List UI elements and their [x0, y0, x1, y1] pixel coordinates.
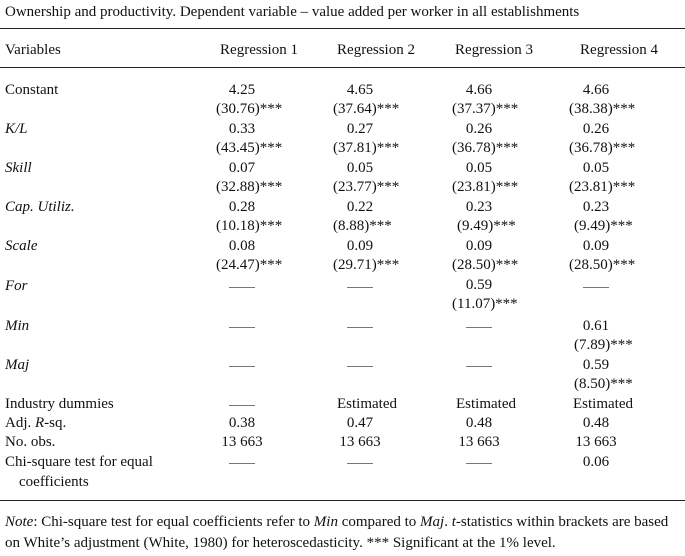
coef-scale-1: 0.08 [228, 238, 256, 254]
adjr-3: 0.48 [465, 415, 493, 431]
adjr-2: 0.47 [346, 415, 374, 431]
header-rule [0, 67, 685, 68]
row-label-kl: K/L [5, 121, 28, 137]
tstat-caputil-3: (9.49)*** [457, 218, 516, 234]
header-regression-1: Regression 1 [220, 42, 298, 58]
row-label-min: Min [5, 318, 30, 334]
coef-caputil-1: 0.28 [228, 199, 256, 215]
coef-skill-3: 0.05 [465, 160, 493, 176]
header-regression-4: Regression 4 [580, 42, 658, 58]
empty-cell-dash [229, 366, 255, 367]
industry-3: Estimated [456, 396, 516, 412]
coef-caputil-2: 0.22 [346, 199, 374, 215]
row-label-cap-utiliz: Cap. Utiliz. [5, 199, 75, 215]
coef-maj-4: 0.59 [582, 357, 610, 373]
coef-kl-1: 0.33 [228, 121, 256, 137]
nobs-1: 13 663 [221, 434, 263, 450]
tstat-kl-3: (36.78)*** [452, 140, 519, 156]
tstat-constant-1: (30.76)*** [216, 101, 283, 117]
coef-constant-1: 4.25 [228, 82, 256, 98]
empty-cell-dash [347, 327, 373, 328]
tstat-caputil-1: (10.18)*** [216, 218, 283, 234]
empty-cell-dash [229, 405, 255, 406]
empty-cell-dash [466, 463, 492, 464]
tstat-for-3: (11.07)*** [452, 296, 518, 312]
header-regression-3: Regression 3 [455, 42, 533, 58]
coef-kl-2: 0.27 [346, 121, 374, 137]
tstat-min-4: (7.89)*** [574, 337, 633, 353]
empty-cell-dash [229, 463, 255, 464]
coef-scale-4: 0.09 [582, 238, 610, 254]
tstat-constant-4: (38.38)*** [569, 101, 636, 117]
tstat-constant-2: (37.64)*** [333, 101, 400, 117]
coef-kl-3: 0.26 [465, 121, 493, 137]
coef-constant-2: 4.65 [346, 82, 374, 98]
empty-cell-dash [466, 366, 492, 367]
tstat-skill-3: (23.81)*** [452, 179, 519, 195]
row-label-chi-square-2: coefficients [19, 474, 89, 490]
tstat-scale-1: (24.47)*** [216, 257, 283, 273]
tstat-skill-1: (32.88)*** [216, 179, 283, 195]
coef-skill-1: 0.07 [228, 160, 256, 176]
empty-cell-dash [347, 463, 373, 464]
coef-kl-4: 0.26 [582, 121, 610, 137]
nobs-2: 13 663 [339, 434, 381, 450]
empty-cell-dash [347, 366, 373, 367]
header-variables: Variables [5, 42, 61, 58]
empty-cell-dash [466, 327, 492, 328]
empty-cell-dash [229, 287, 255, 288]
row-label-maj: Maj [5, 357, 30, 373]
tstat-scale-4: (28.50)*** [569, 257, 636, 273]
coef-min-4: 0.61 [582, 318, 610, 334]
coef-constant-4: 4.66 [582, 82, 610, 98]
row-label-scale: Scale [5, 238, 38, 254]
coef-skill-2: 0.05 [346, 160, 374, 176]
bottom-rule [0, 500, 685, 501]
tstat-caputil-2: (8.88)*** [333, 218, 392, 234]
tstat-skill-4: (23.81)*** [569, 179, 636, 195]
chisq-4: 0.06 [582, 454, 610, 470]
header-regression-2: Regression 2 [337, 42, 415, 58]
industry-2: Estimated [337, 396, 397, 412]
coef-for-3: 0.59 [465, 277, 493, 293]
top-rule [0, 28, 685, 29]
coef-scale-2: 0.09 [346, 238, 374, 254]
tstat-scale-3: (28.50)*** [452, 257, 519, 273]
industry-4: Estimated [573, 396, 633, 412]
nobs-3: 13 663 [458, 434, 500, 450]
adjr-1: 0.38 [228, 415, 256, 431]
tstat-constant-3: (37.37)*** [452, 101, 519, 117]
empty-cell-dash [347, 287, 373, 288]
tstat-scale-2: (29.71)*** [333, 257, 400, 273]
row-label-skill: Skill [5, 160, 32, 176]
row-label-adj-rsq: Adj. R-sq. [5, 415, 67, 431]
table-caption: Ownership and productivity. Dependent variable – value added per worker in all establishments [5, 4, 580, 20]
coef-caputil-4: 0.23 [582, 199, 610, 215]
empty-cell-dash [583, 287, 609, 288]
row-label-no-obs: No. obs. [5, 434, 56, 450]
tstat-maj-4: (8.50)*** [574, 376, 633, 392]
table-note: Note: Chi-square test for equal coefficients refer to Min compared to Maj. t-statistics within brackets are based on White’s adjustment (White, 1980) for heteroscedasticity. *** Significant at the 1% level. [5, 514, 669, 551]
adjr-4: 0.48 [582, 415, 610, 431]
row-label-for: For [5, 278, 28, 294]
nobs-4: 13 663 [575, 434, 617, 450]
coef-constant-3: 4.66 [465, 82, 493, 98]
row-label-industry-dummies: Industry dummies [5, 396, 114, 412]
empty-cell-dash [229, 327, 255, 328]
tstat-kl-2: (37.81)*** [333, 140, 400, 156]
tstat-caputil-4: (9.49)*** [574, 218, 633, 234]
tstat-kl-1: (43.45)*** [216, 140, 283, 156]
row-label-chi-square-1: Chi-square test for equal [5, 454, 153, 470]
tstat-skill-2: (23.77)*** [333, 179, 400, 195]
coef-scale-3: 0.09 [465, 238, 493, 254]
row-label-constant: Constant [5, 82, 59, 98]
coef-skill-4: 0.05 [582, 160, 610, 176]
tstat-kl-4: (36.78)*** [569, 140, 636, 156]
coef-caputil-3: 0.23 [465, 199, 493, 215]
